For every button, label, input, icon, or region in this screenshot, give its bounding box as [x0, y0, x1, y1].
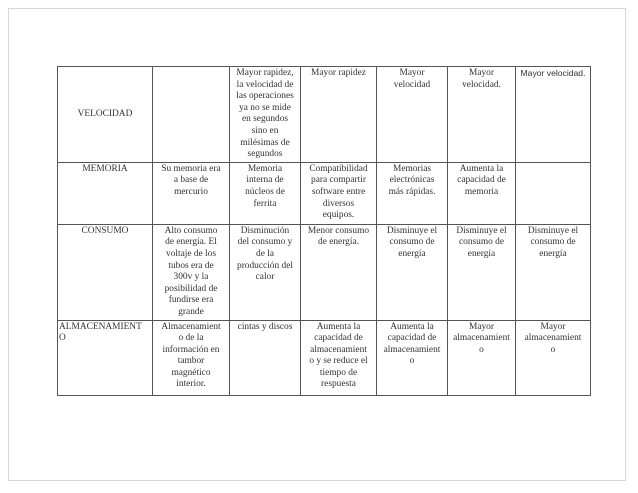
table-cell: Aumenta la capacidad de almacenamient o: [377, 320, 448, 395]
table-row-consumo: [58, 224, 591, 320]
table-cell: [516, 162, 591, 224]
table-cell: Alto consumo de energía. El voltaje de los tubos era de 300v y la posibilidad de fundirse era grande: [153, 224, 230, 320]
table-cell: Mayor rapidez: [301, 67, 377, 163]
table-cell: [153, 67, 230, 163]
table-cell: Disminuye el consumo de energía: [377, 224, 448, 320]
table-cell: Disminuye el consumo de energía: [448, 224, 516, 320]
row-header-consumo: CONSUMO: [58, 224, 153, 320]
table-cell: Mayor almacenamient o: [448, 320, 516, 395]
table-cell: Disminución del consumo y de la producción del calor: [230, 224, 301, 320]
table-cell: Menor consumo de energía.: [301, 224, 377, 320]
row-header-velocidad: VELOCIDAD: [58, 67, 153, 163]
table-cell: Aumenta la capacidad de memoria: [448, 162, 516, 224]
table-row-velocidad: [58, 67, 591, 163]
table-cell: Almacenamient o de la información en tambor magnético interior.: [153, 320, 230, 395]
table-cell: Memoria interna de núcleos de ferrita: [230, 162, 301, 224]
table-cell: Mayor velocidad: [377, 67, 448, 163]
table-cell: cintas y discos: [230, 320, 301, 395]
table-row-almacenamiento: [58, 320, 591, 395]
table-row-memoria: [58, 162, 591, 224]
table-cell: Mayor almacenamient o: [516, 320, 591, 395]
comparison-table: [57, 66, 591, 396]
table-cell: Memorias electrónicas más rápidas.: [377, 162, 448, 224]
row-header-memoria: MEMORIA: [58, 162, 153, 224]
table-cell: Aumenta la capacidad de almacenamient o y se reduce el tiempo de respuesta: [301, 320, 377, 395]
table-cell: Compatibilidad para compartir software entre diversos equipos.: [301, 162, 377, 224]
table-cell: Disminuye el consumo de energía: [516, 224, 591, 320]
table-cell: Mayor velocidad.: [516, 67, 591, 163]
table-cell: Mayor velocidad.: [448, 67, 516, 163]
row-header-almacenamiento: ALMACENAMIENT O: [58, 320, 153, 395]
table-cell: Su memoria era a base de mercurio: [153, 162, 230, 224]
table-cell: Mayor rapidez, la velocidad de las operaciones ya no se mide en segundos sino en milésimas de segundos: [230, 67, 301, 163]
